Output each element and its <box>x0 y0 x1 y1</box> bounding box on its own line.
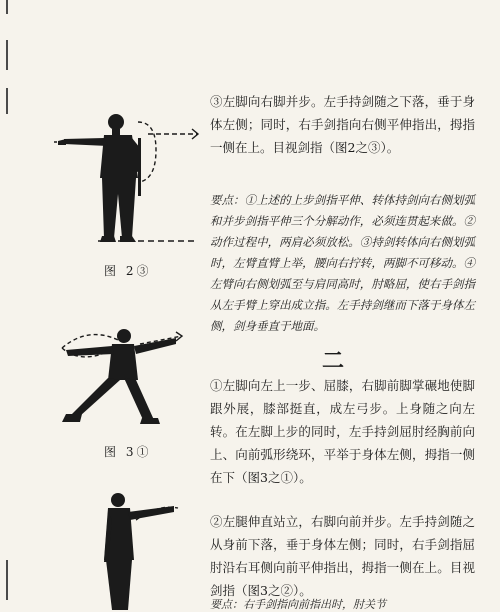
key-points-note-cut: 要点：右手剑指向前指出时，肘关节 <box>210 598 386 611</box>
figure-caption: 图 2③ <box>104 264 152 278</box>
figure-3-2-illustration <box>78 490 188 610</box>
step-paragraph: ①左脚向左上一步、屈膝，右脚前脚掌碾地使脚跟外展，膝部挺直，成左弓步。上身随之向左转。在左脚上步的同时，左手持剑屈肘经胸前向上、向前弧形绕环，平举于身体左侧，拇指一侧在下（图3之①）。 <box>210 378 475 485</box>
step-paragraph: ③左脚向右脚并步。左手持剑随之下落，垂于身体左侧；同时，右手剑指向右侧平伸指出，拇指一侧在上。目视剑指（图2之③）。 <box>210 94 475 155</box>
section-heading: 二 <box>322 348 345 374</box>
figure-caption: 图 3① <box>104 445 152 459</box>
step-paragraph: ②左腿伸直站立，右脚向前并步。左手持剑随之从身前下落，垂于身体左侧；同时，右手剑指屈肘沿右耳侧向前平伸指出，拇指一侧在上。目视剑指（图3之②）。 <box>210 514 475 598</box>
binding-mark <box>6 88 8 114</box>
key-points-note: 要点：①上述的上步剑指平伸、转体持剑向右侧划弧和并步剑指平伸三个分解动作，必须连贯起来做。②动作过程中，两肩必须放松。③持剑转体向右侧划弧时，左臂直臂上举，腰向右拧转，两脚不可移动。④左臂向右侧划弧至与肩同高时，肘略屈，使右手剑指从左手臂上穿出成立指。左手持剑继而下落于身体左侧，剑身垂直于地面。 <box>210 193 475 333</box>
figure-2-3-illustration <box>48 108 208 253</box>
binding-mark <box>6 40 8 70</box>
figure-3-1-illustration <box>58 322 188 432</box>
binding-mark <box>6 560 8 600</box>
binding-mark <box>6 0 8 14</box>
